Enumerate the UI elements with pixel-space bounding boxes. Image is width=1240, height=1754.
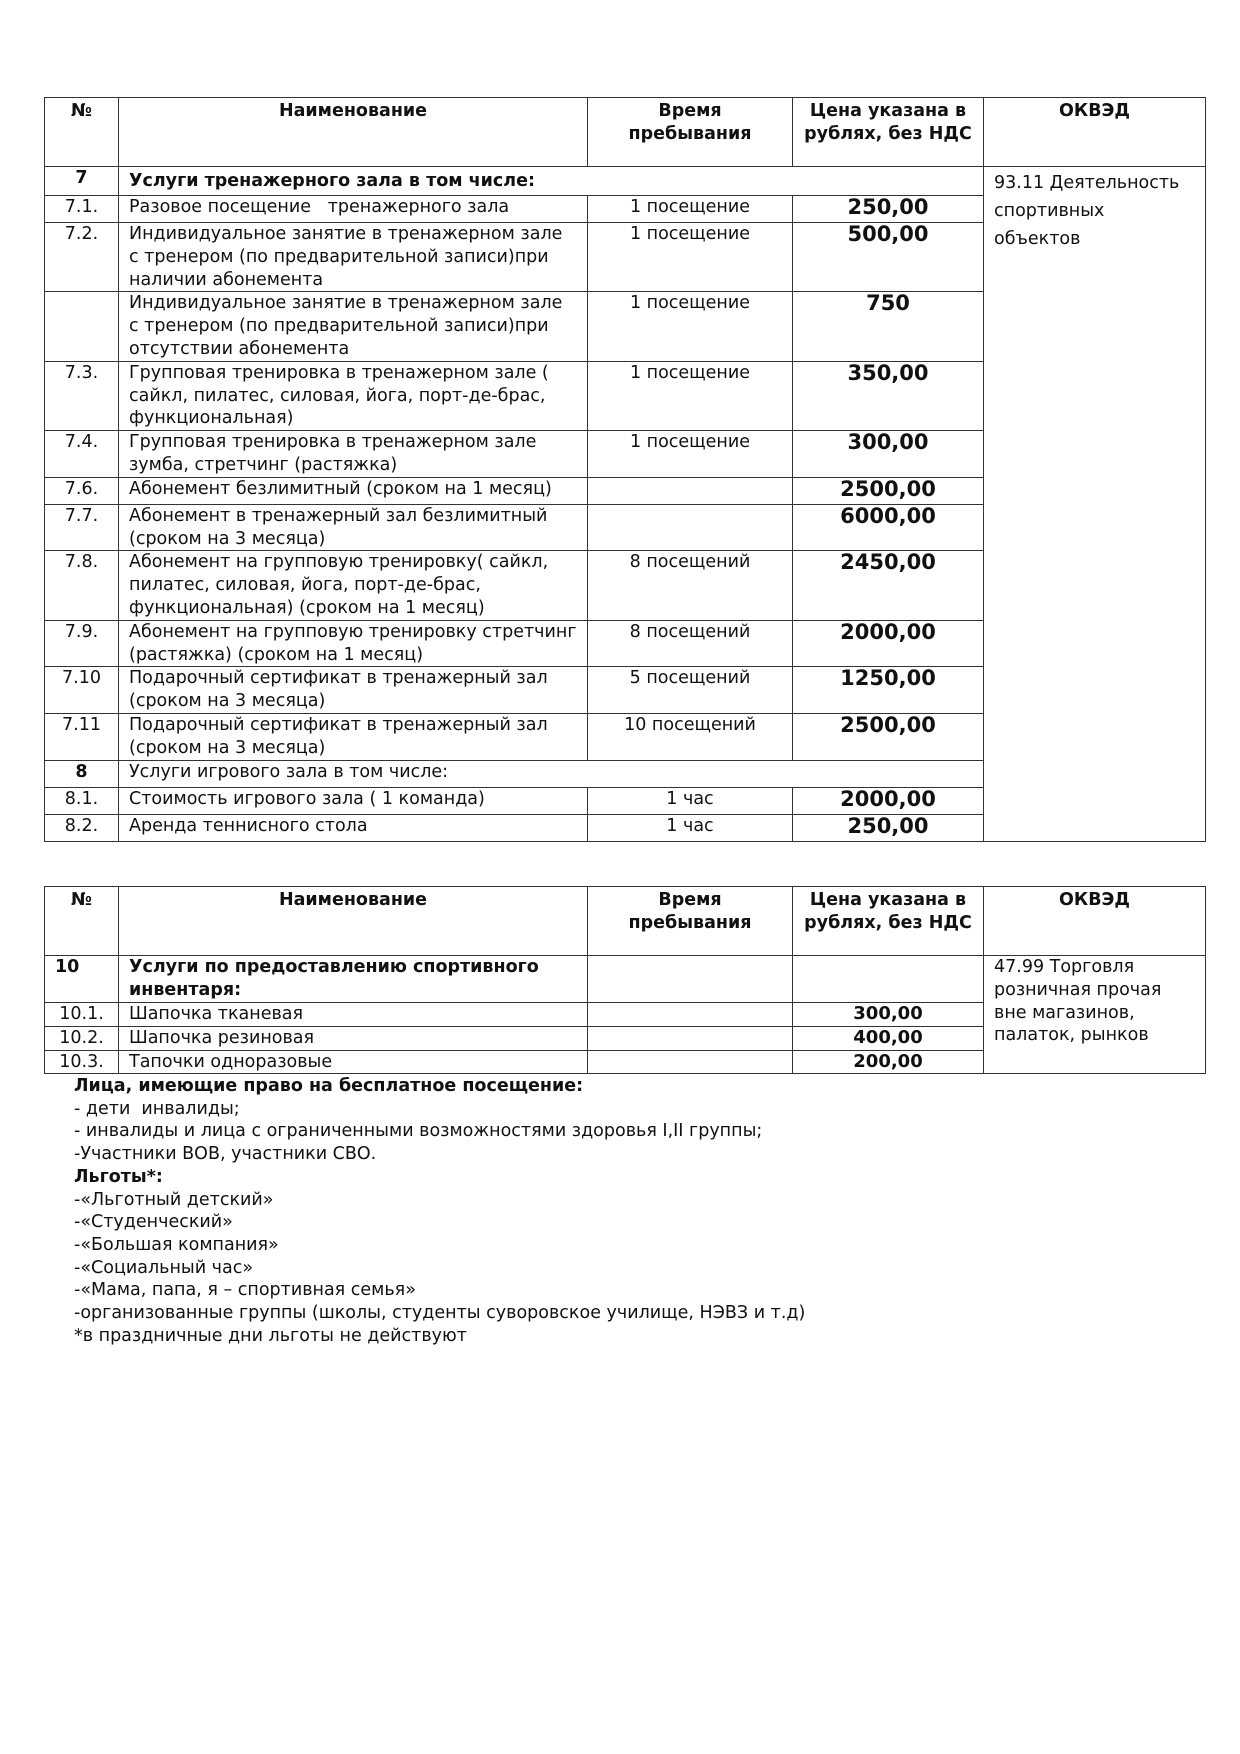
row-num: 8.1. xyxy=(45,787,119,814)
benefits-footnote: *в праздничные дни льготы не действуют xyxy=(74,1325,467,1346)
section-time xyxy=(588,956,793,1003)
row-time: 1 час xyxy=(588,787,793,814)
benefits-title: Льготы*: xyxy=(74,1166,163,1187)
table-header-row xyxy=(45,887,1206,956)
row-name: Индивидуальное занятие в тренажерном зале с тренером (по предварительной записи)при отсутствии абонемента xyxy=(119,292,588,361)
row-name: Абонемент безлимитный (сроком на 1 месяц) xyxy=(119,477,588,504)
row-time: 8 посещений xyxy=(588,551,793,620)
row-time: 1 посещение xyxy=(588,292,793,361)
row-num: 10.1. xyxy=(45,1003,119,1027)
row-time: 1 посещение xyxy=(588,223,793,292)
row-price: 750 xyxy=(793,292,984,361)
benefit-item: -организованные группы (школы, студенты суворовское училище, НЭВЗ и т.д) xyxy=(74,1303,806,1324)
header-okved: ОКВЭД xyxy=(984,887,1206,956)
okved-cell: 47.99 Торговля розничная прочая вне магазинов, палаток, рынков xyxy=(984,956,1206,1074)
free-visit-title: Лица, имеющие право на бесплатное посещение: xyxy=(74,1076,584,1096)
benefit-item: -«Мама, папа, я – спортивная семья» xyxy=(74,1280,416,1301)
row-num: 7.2. xyxy=(45,223,119,292)
row-price: 1250,00 xyxy=(793,667,984,714)
section-title: Услуги игрового зала в том числе: xyxy=(119,760,984,787)
free-visit-item: - инвалиды и лица с ограниченными возможностями здоровья I,II группы; xyxy=(74,1121,763,1142)
row-name: Групповая тренировка в тренажерном зале ( сайкл, пилатес, силовая, йога, порт-де-брас, функциональная) xyxy=(119,361,588,430)
header-time: Время пребывания xyxy=(588,98,793,167)
row-price: 400,00 xyxy=(793,1026,984,1050)
row-num: 8.2. xyxy=(45,814,119,841)
row-num: 7.7. xyxy=(45,504,119,551)
row-price: 2000,00 xyxy=(793,787,984,814)
row-price: 2000,00 xyxy=(793,620,984,667)
header-num: № xyxy=(45,887,119,956)
benefit-item: -«Льготный детский» xyxy=(74,1189,274,1210)
benefit-item: -«Социальный час» xyxy=(74,1257,254,1278)
okved-cell: 93.11 Деятельность спортивных объектов xyxy=(984,167,1206,842)
row-num: 7.6. xyxy=(45,477,119,504)
row-name: Разовое посещение тренажерного зала xyxy=(119,196,588,223)
section-num: 10 xyxy=(45,956,119,1003)
section-num: 8 xyxy=(45,760,119,787)
row-time: 1 посещение xyxy=(588,361,793,430)
row-num: 7.9. xyxy=(45,620,119,667)
header-name: Наименование xyxy=(119,887,588,956)
row-time: 5 посещений xyxy=(588,667,793,714)
row-price: 500,00 xyxy=(793,223,984,292)
row-name: Тапочки одноразовые xyxy=(119,1050,588,1074)
row-num: 7.10 xyxy=(45,667,119,714)
row-time xyxy=(588,1026,793,1050)
row-price: 300,00 xyxy=(793,431,984,478)
free-visit-item: - дети инвалиды; xyxy=(74,1098,240,1119)
header-okved: ОКВЭД xyxy=(984,98,1206,167)
section-num: 7 xyxy=(45,167,119,196)
row-price: 2500,00 xyxy=(793,713,984,760)
row-time xyxy=(588,1003,793,1027)
section-row xyxy=(45,167,1206,196)
row-name: Групповая тренировка в тренажерном зале зумба, стретчинг (растяжка) xyxy=(119,431,588,478)
row-price: 6000,00 xyxy=(793,504,984,551)
row-price: 2500,00 xyxy=(793,477,984,504)
row-name: Абонемент на групповую тренировку( сайкл, пилатес, силовая, йога, порт-де-брас, функциональная) (сроком на 1 месяц) xyxy=(119,551,588,620)
row-price: 2450,00 xyxy=(793,551,984,620)
row-name: Шапочка резиновая xyxy=(119,1026,588,1050)
row-num: 7.3. xyxy=(45,361,119,430)
notes-block xyxy=(74,1075,1174,1347)
header-num: № xyxy=(45,98,119,167)
free-visit-item: -Участники ВОВ, участники СВО. xyxy=(74,1144,377,1165)
row-num: 7.8. xyxy=(45,551,119,620)
row-time: 1 час xyxy=(588,814,793,841)
row-num: 7.11 xyxy=(45,713,119,760)
header-price: Цена указана в рублях, без НДС xyxy=(793,98,984,167)
row-num xyxy=(45,292,119,361)
row-price: 350,00 xyxy=(793,361,984,430)
header-price: Цена указана в рублях, без НДС xyxy=(793,887,984,956)
row-name: Абонемент в тренажерный зал безлимитный (сроком на 3 месяца) xyxy=(119,504,588,551)
benefit-item: -«Студенческий» xyxy=(74,1212,233,1233)
row-time xyxy=(588,477,793,504)
row-name: Подарочный сертификат в тренажерный зал (сроком на 3 месяца) xyxy=(119,667,588,714)
row-name: Шапочка тканевая xyxy=(119,1003,588,1027)
row-num: 10.3. xyxy=(45,1050,119,1074)
row-name: Подарочный сертификат в тренажерный зал (сроком на 3 месяца) xyxy=(119,713,588,760)
row-num: 10.2. xyxy=(45,1026,119,1050)
row-price: 250,00 xyxy=(793,814,984,841)
price-table-inventory xyxy=(44,886,1206,1074)
table-header-row xyxy=(45,98,1206,167)
row-price: 300,00 xyxy=(793,1003,984,1027)
row-time: 8 посещений xyxy=(588,620,793,667)
row-name: Абонемент на групповую тренировку стретчинг (растяжка) (сроком на 1 месяц) xyxy=(119,620,588,667)
row-name: Стоимость игрового зала ( 1 команда) xyxy=(119,787,588,814)
row-price: 200,00 xyxy=(793,1050,984,1074)
row-name: Аренда теннисного стола xyxy=(119,814,588,841)
header-name: Наименование xyxy=(119,98,588,167)
row-price: 250,00 xyxy=(793,196,984,223)
section-row xyxy=(45,956,1206,1003)
row-time: 10 посещений xyxy=(588,713,793,760)
row-time xyxy=(588,504,793,551)
row-num: 7.1. xyxy=(45,196,119,223)
row-time: 1 посещение xyxy=(588,431,793,478)
section-price xyxy=(793,956,984,1003)
section-title: Услуги по предоставлению спортивного инвентаря: xyxy=(119,956,588,1003)
price-table-gym xyxy=(44,97,1206,842)
row-time: 1 посещение xyxy=(588,196,793,223)
section-title: Услуги тренажерного зала в том числе: xyxy=(119,167,984,196)
benefit-item: -«Большая компания» xyxy=(74,1234,279,1255)
row-time xyxy=(588,1050,793,1074)
row-num: 7.4. xyxy=(45,431,119,478)
header-time: Время пребывания xyxy=(588,887,793,956)
row-name: Индивидуальное занятие в тренажерном зале с тренером (по предварительной записи)при наличии абонемента xyxy=(119,223,588,292)
